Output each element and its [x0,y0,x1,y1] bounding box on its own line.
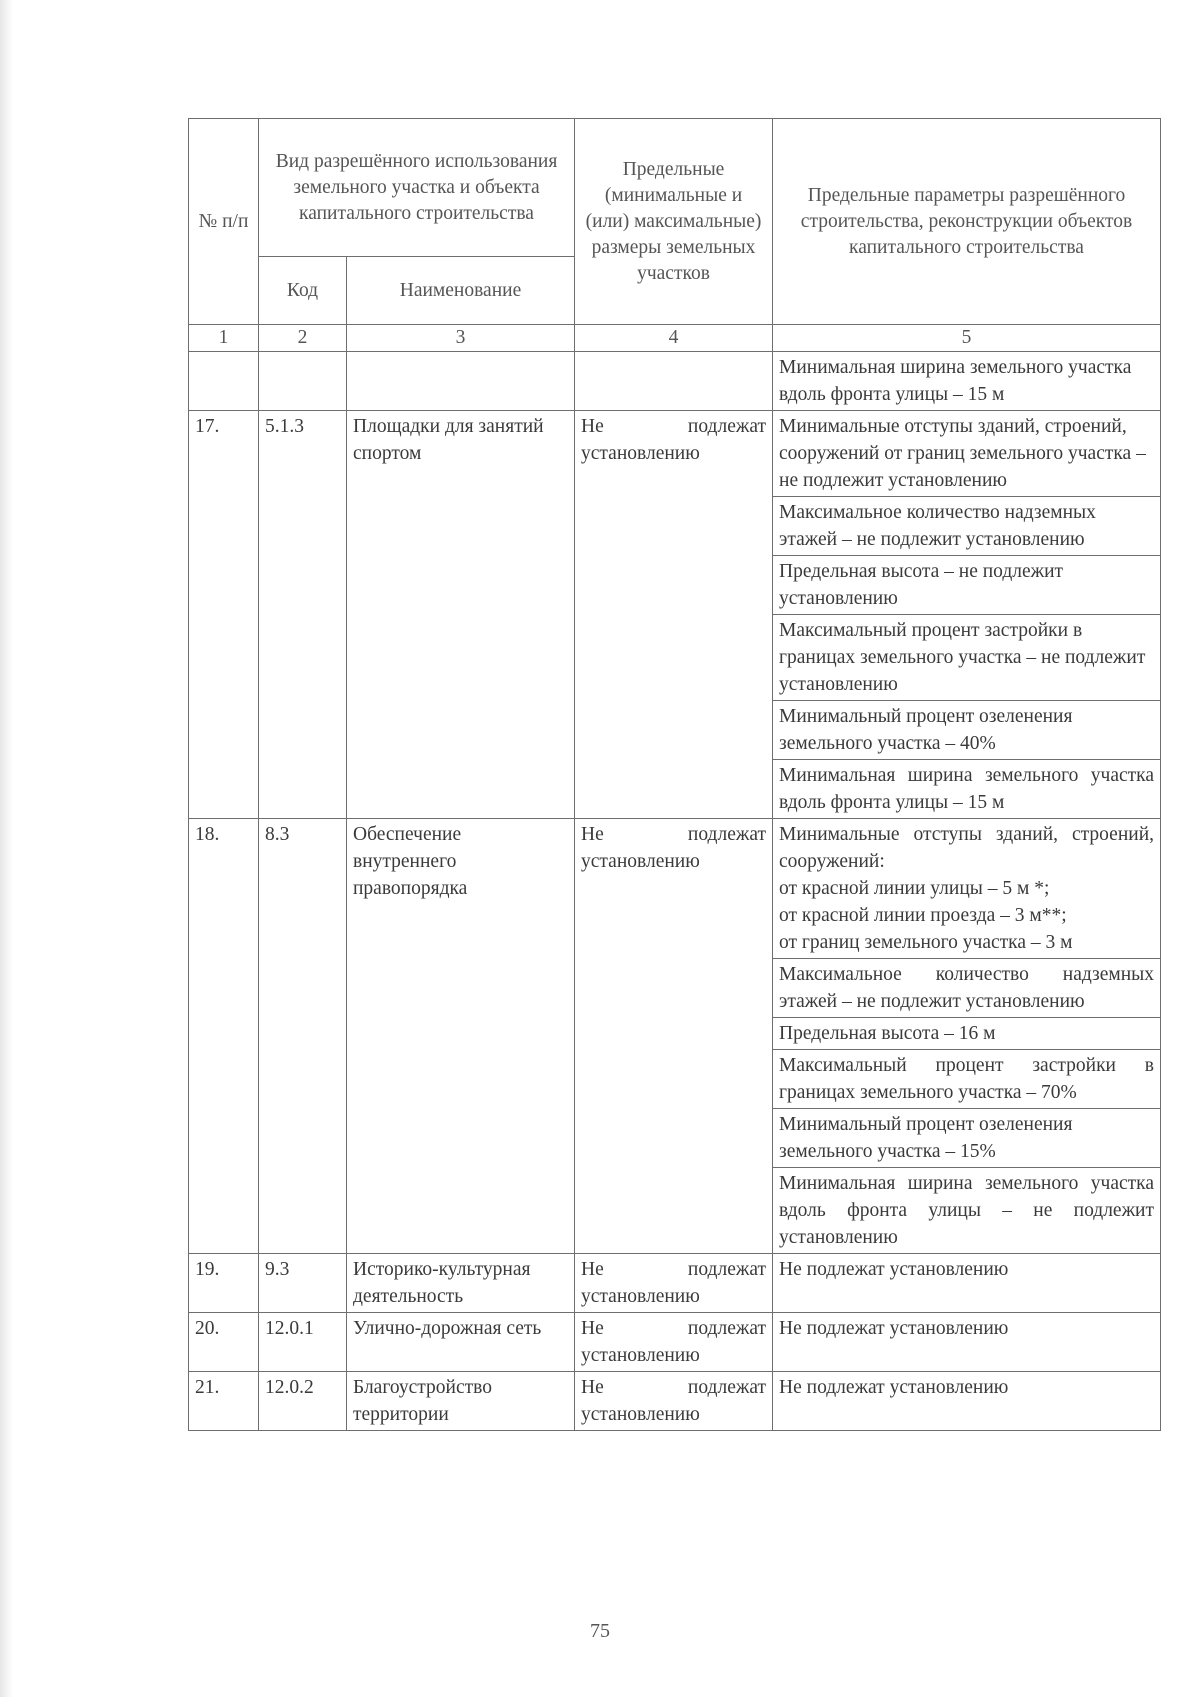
header-name: Наименование [347,257,575,325]
col-number: 3 [347,325,575,352]
param-cell-setbacks [773,819,1161,959]
header-plot-sizes: Предельные (минимальные и (или) максимальные) размеры земельных участков [575,119,773,325]
param-cell: Не подлежат установлению [773,1372,1161,1431]
param-cell: Минимальная ширина земельного участка вдоль фронта улицы – 15 м [773,760,1161,819]
row-name: Обеспечение внутреннего правопорядка [347,819,575,1254]
col-number: 1 [189,325,259,352]
row-sizes: Не подлежат установлению [575,1254,773,1313]
row-code: 9.3 [259,1254,347,1313]
setback-line: от красной линии проезда – 3 м**; [779,905,1067,926]
param-cell: Максимальный процент застройки в границах земельного участка – не подлежит установлению [773,615,1161,701]
col-number: 4 [575,325,773,352]
row-number: 17. [189,411,259,819]
row-sizes: Не подлежат установлению [575,1313,773,1372]
param-cell: Не подлежат установлению [773,1313,1161,1372]
header-use-kind: Вид разрешённого использования земельного участка и объекта капитального строительства [259,119,575,257]
scan-edge-shadow [0,0,14,1697]
param-cell: Максимальное количество надземных этажей – не подлежит установлению [773,959,1161,1018]
row-sizes: Не подлежат установлению [575,411,773,819]
setback-line: от границ земельного участка – 3 м [779,932,1073,953]
param-cell: Минимальный процент озеленения земельного участка – 40% [773,701,1161,760]
row-code: 8.3 [259,819,347,1254]
header-building-params: Предельные параметры разрешённого строительства, реконструкции объектов капитального строительства [773,119,1161,325]
page-number: 75 [590,1620,610,1642]
setbacks-title: Минимальные отступы зданий, строений, сооружений: [779,824,1155,872]
col-number: 2 [259,325,347,352]
column-numbers-row [189,325,1161,352]
param-cell: Максимальное количество надземных этажей – не подлежит установлению [773,497,1161,556]
row-number: 20. [189,1313,259,1372]
row-number: 18. [189,819,259,1254]
header-row-1 [189,119,1161,257]
table-row-19 [189,1254,1161,1313]
table-row-17 [189,411,1161,497]
col-number: 5 [773,325,1161,352]
param-cell: Максимальный процент застройки в границах земельного участка – 70% [773,1050,1161,1109]
param-cell: Минимальная ширина земельного участка вдоль фронта улицы – 15 м [773,352,1161,411]
param-cell: Минимальные отступы зданий, строений, сооружений от границ земельного участка – не подлежит установлению [773,411,1161,497]
row-sizes: Не подлежат установлению [575,819,773,1254]
param-cell: Предельная высота – 16 м [773,1018,1161,1050]
table-row-18 [189,819,1161,959]
row-name: Площадки для занятий спортом [347,411,575,819]
row-sizes: Не подлежат установлению [575,1372,773,1431]
table-row-21 [189,1372,1161,1431]
land-use-table [188,118,1161,1431]
continuation-row [189,352,1161,411]
param-cell: Минимальный процент озеленения земельного участка – 15% [773,1109,1161,1168]
row-code: 12.0.1 [259,1313,347,1372]
header-code: Код [259,257,347,325]
row-name: Благоустройство территории [347,1372,575,1431]
header-no: № п/п [189,119,259,325]
row-number: 19. [189,1254,259,1313]
setback-line: от красной линии улицы – 5 м *; [779,878,1050,899]
param-cell: Минимальная ширина земельного участка вдоль фронта улицы – не подлежит установлению [773,1168,1161,1254]
table-row-20 [189,1313,1161,1372]
row-number: 21. [189,1372,259,1431]
param-cell: Не подлежат установлению [773,1254,1161,1313]
row-name: Улично-дорожная сеть [347,1313,575,1372]
row-code: 12.0.2 [259,1372,347,1431]
param-cell: Предельная высота – не подлежит установлению [773,556,1161,615]
row-name: Историко-культурная деятельность [347,1254,575,1313]
row-code: 5.1.3 [259,411,347,819]
